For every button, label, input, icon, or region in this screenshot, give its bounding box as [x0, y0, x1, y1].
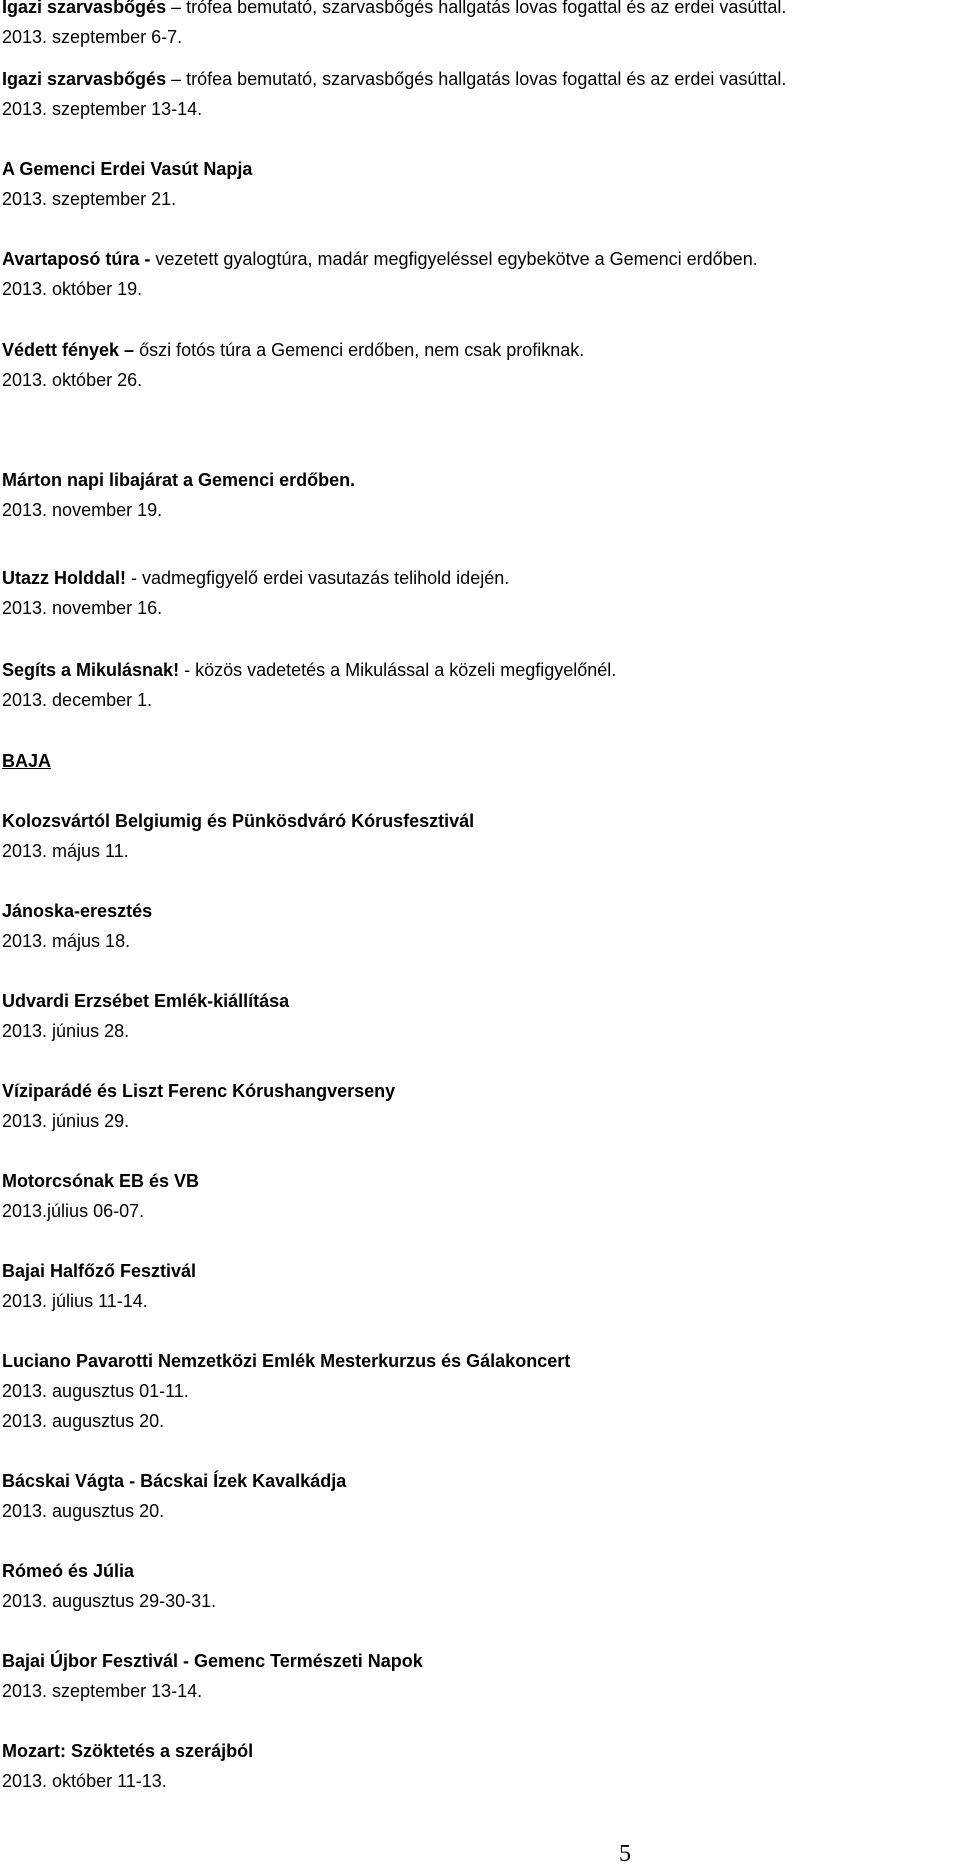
section-heading-baja: BAJA [2, 751, 52, 771]
event-title: Udvardi Erzsébet Emlék-kiállítása [2, 991, 290, 1011]
event-item [2, 64, 952, 124]
event-item [2, 1466, 952, 1526]
event-item [2, 1346, 952, 1436]
event-date: 2013. december 1. [2, 690, 153, 710]
event-title: A Gemenci Erdei Vasút Napja [2, 159, 253, 179]
event-title: Luciano Pavarotti Nemzetközi Emlék Mesterkurzus és Gálakoncert [2, 1351, 571, 1371]
event-title: Védett fények – [2, 340, 135, 360]
event-description: - vadmegfigyelő erdei vasutazás telihold idején. [126, 568, 510, 588]
event-title: Víziparádé és Liszt Ferenc Kórushangverseny [2, 1081, 396, 1101]
event-title: Utazz Holddal! [2, 568, 126, 588]
event-date: 2013. július 11-14. [2, 1291, 148, 1311]
event-item [2, 1556, 952, 1616]
event-title-line [2, 0, 952, 22]
event-title: Rómeó és Júlia [2, 1561, 135, 1581]
event-item [2, 154, 952, 214]
event-title-line [2, 655, 952, 685]
event-description: - közös vadetetés a Mikulással a közeli megfigyelőnél. [179, 660, 617, 680]
event-title: Bajai Halfőző Fesztivál [2, 1261, 197, 1281]
event-date: 2013. október 19. [2, 279, 143, 299]
event-item [2, 563, 952, 623]
event-title: Mozart: Szöktetés a szerájból [2, 1741, 254, 1761]
event-date: 2013. augusztus 29-30-31. [2, 1591, 217, 1611]
event-date: 2013. június 29. [2, 1111, 130, 1131]
event-date: 2013. május 18. [2, 931, 131, 951]
event-title: Bajai Újbor Fesztivál - Gemenc Természeti Napok [2, 1651, 423, 1671]
event-date: 2013. szeptember 21. [2, 189, 177, 209]
event-item [2, 0, 952, 52]
event-description: – trófea bemutató, szarvasbőgés hallgatás lovas fogattal és az erdei vasúttal. [166, 0, 787, 17]
event-date: 2013. szeptember 6-7. [2, 27, 183, 47]
event-item [2, 806, 952, 866]
event-date: 2013. november 19. [2, 500, 163, 520]
event-title-line [2, 154, 952, 184]
event-title: Kolozsvártól Belgiumig és Pünkösdváró Kórusfesztivál [2, 811, 475, 831]
event-description: – trófea bemutató, szarvasbőgés hallgatás lovas fogattal és az erdei vasúttal. [166, 69, 787, 89]
event-item [2, 1256, 952, 1316]
event-item [2, 465, 952, 525]
event-date: 2013. november 16. [2, 598, 163, 618]
event-title: Bácskai Vágta - Bácskai Ízek Kavalkádja [2, 1471, 347, 1491]
event-item [2, 1646, 952, 1706]
event-title-line [2, 244, 952, 274]
event-title-line [2, 335, 952, 365]
event-date: 2013. október 11-13. [2, 1771, 167, 1791]
event-description: vezetett gyalogtúra, madár megfigyeléssel egybekötve a Gemenci erdőben. [150, 249, 758, 269]
event-description: őszi fotós túra a Gemenci erdőben, nem csak profiknak. [134, 340, 585, 360]
event-title: Igazi szarvasbőgés [2, 0, 167, 17]
event-date: 2013. augusztus 20. [2, 1411, 165, 1431]
event-date: 2013.július 06-07. [2, 1201, 145, 1221]
event-item [2, 244, 952, 304]
event-item [2, 335, 952, 395]
event-title: Avartaposó túra - [2, 249, 151, 269]
event-date: 2013. október 26. [2, 370, 143, 390]
section-heading [2, 746, 952, 776]
page-number: 5 [619, 1841, 631, 1867]
event-title-line [2, 64, 952, 94]
event-title: Jánoska-eresztés [2, 901, 153, 921]
event-title: Segíts a Mikulásnak! [2, 660, 180, 680]
event-title-line [2, 465, 952, 495]
event-date: 2013. május 11. [2, 841, 129, 861]
event-date: 2013. szeptember 13-14. [2, 1681, 203, 1701]
event-date: 2013. június 28. [2, 1021, 130, 1041]
event-date: 2013. augusztus 01-11. [2, 1381, 189, 1401]
event-item [2, 1076, 952, 1136]
event-title: Motorcsónak EB és VB [2, 1171, 200, 1191]
event-date: 2013. szeptember 13-14. [2, 99, 203, 119]
event-item [2, 1166, 952, 1226]
event-item [2, 1736, 952, 1796]
event-title: Igazi szarvasbőgés [2, 69, 167, 89]
event-item [2, 655, 952, 715]
event-date: 2013. augusztus 20. [2, 1501, 165, 1521]
event-title-line [2, 563, 952, 593]
event-item [2, 986, 952, 1046]
event-title: Márton napi libajárat a Gemenci erdőben. [2, 470, 356, 490]
event-item [2, 896, 952, 956]
